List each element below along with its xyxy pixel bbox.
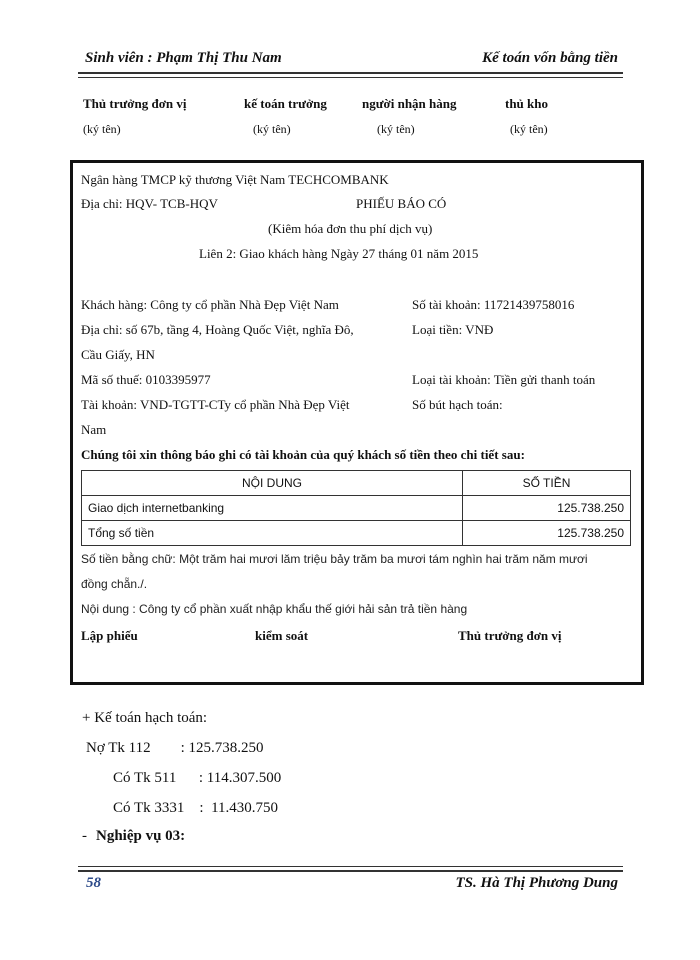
detail-table: [81, 470, 631, 546]
sign-controller: kiểm soát: [255, 628, 309, 643]
entry-credit-3331: Có Tk 3331 : 11.430.750: [113, 800, 279, 816]
footer-rule: [78, 866, 623, 872]
sig-sign-chief-accountant: (ký tên): [253, 122, 291, 136]
sig-sign-head: (ký tên): [83, 122, 121, 136]
header-student: Sinh viên : Phạm Thị Thu Nam: [85, 50, 282, 66]
customer-address-line1: Địa chỉ: số 67b, tầng 4, Hoàng Quốc Việt, nghĩa Đô,: [81, 322, 354, 337]
footer-author: TS. Hà Thị Phương Dung: [455, 875, 618, 891]
tax-code: Mã số thuế: 0103395977: [81, 372, 211, 387]
table-header-row: [82, 471, 631, 496]
bank-name: Ngân hàng TMCP kỹ thương Việt Nam TECHCOMBANK: [81, 172, 389, 187]
bank-address: Địa chỉ: HQV- TCB-HQV: [81, 196, 218, 211]
notice-text: Chúng tôi xin thông báo ghi có tài khoản của quý khách số tiền theo chi tiết sau:: [81, 447, 525, 462]
account-number: Số tài khoản: 11721439758016: [412, 297, 575, 312]
table-row-total: [82, 521, 631, 546]
customer-address-line2: Cầu Giấy, HN: [81, 347, 155, 362]
sig-role-head: Thủ trưởng đơn vị: [83, 96, 187, 111]
customer-account-line1: Tài khoản: VND-TGTT-CTy cổ phần Nhà Đẹp Việt: [81, 397, 350, 412]
column-header-amount: SỐ TIỀN: [463, 471, 631, 496]
accounting-title: + Kế toán hạch toán:: [82, 710, 208, 726]
voucher-subtitle: (Kiêm hóa đơn thu phí dịch vụ): [268, 221, 433, 236]
page-number: 58: [86, 875, 101, 891]
header-rule: [78, 72, 623, 78]
voucher-title: PHIẾU BÁO CÓ: [356, 196, 447, 211]
account-type: Loại tài khoản: Tiền gửi thanh toán: [412, 372, 596, 387]
transaction-content: Nội dung : Công ty cổ phần xuất nhập khẩu thế giới hải sản trả tiền hàng: [81, 602, 468, 616]
amount-in-words-line2: đồng chẵn./.: [81, 577, 148, 591]
amount-in-words-line1: Số tiền bằng chữ: Một trăm hai mươi lăm triệu bảy trăm ba mươi tám nghìn hai trăm năm mươi: [81, 552, 588, 566]
customer-name: Khách hàng: Công ty cổ phần Nhà Đẹp Việt Nam: [81, 297, 339, 312]
entry-debit-112: Nợ Tk 112 : 125.738.250: [86, 740, 264, 756]
sign-head: Thủ trưởng đơn vị: [458, 628, 562, 643]
customer-account-line2: Nam: [81, 422, 107, 437]
sig-sign-storekeeper: (ký tên): [510, 122, 548, 136]
copy-and-date: Liên 2: Giao khách hàng Ngày 27 tháng 01 năm 2015: [199, 246, 479, 261]
entry-credit-511: Có Tk 511 : 114.307.500: [113, 770, 282, 786]
table-row: [82, 496, 631, 521]
total-label: Tổng số tiền: [82, 521, 463, 546]
total-amount: 125.738.250: [463, 521, 631, 546]
next-section-title: Nghiệp vụ 03:: [96, 828, 186, 844]
sig-role-receiver: người nhận hàng: [362, 96, 457, 111]
row-content: Giao dịch internetbanking: [82, 496, 463, 521]
sig-sign-receiver: (ký tên): [377, 122, 415, 136]
header-subject: Kế toán vốn bằng tiền: [482, 50, 618, 66]
next-section-dash: -: [82, 828, 87, 844]
sign-preparer: Lập phiếu: [81, 628, 138, 643]
column-header-content: NỘI DUNG: [82, 471, 463, 496]
book-number: Số bút hạch toán:: [412, 397, 503, 412]
row-amount: 125.738.250: [463, 496, 631, 521]
currency: Loại tiền: VNĐ: [412, 322, 494, 337]
sig-role-chief-accountant: kế toán trưởng: [244, 96, 327, 111]
sig-role-storekeeper: thủ kho: [505, 96, 548, 111]
